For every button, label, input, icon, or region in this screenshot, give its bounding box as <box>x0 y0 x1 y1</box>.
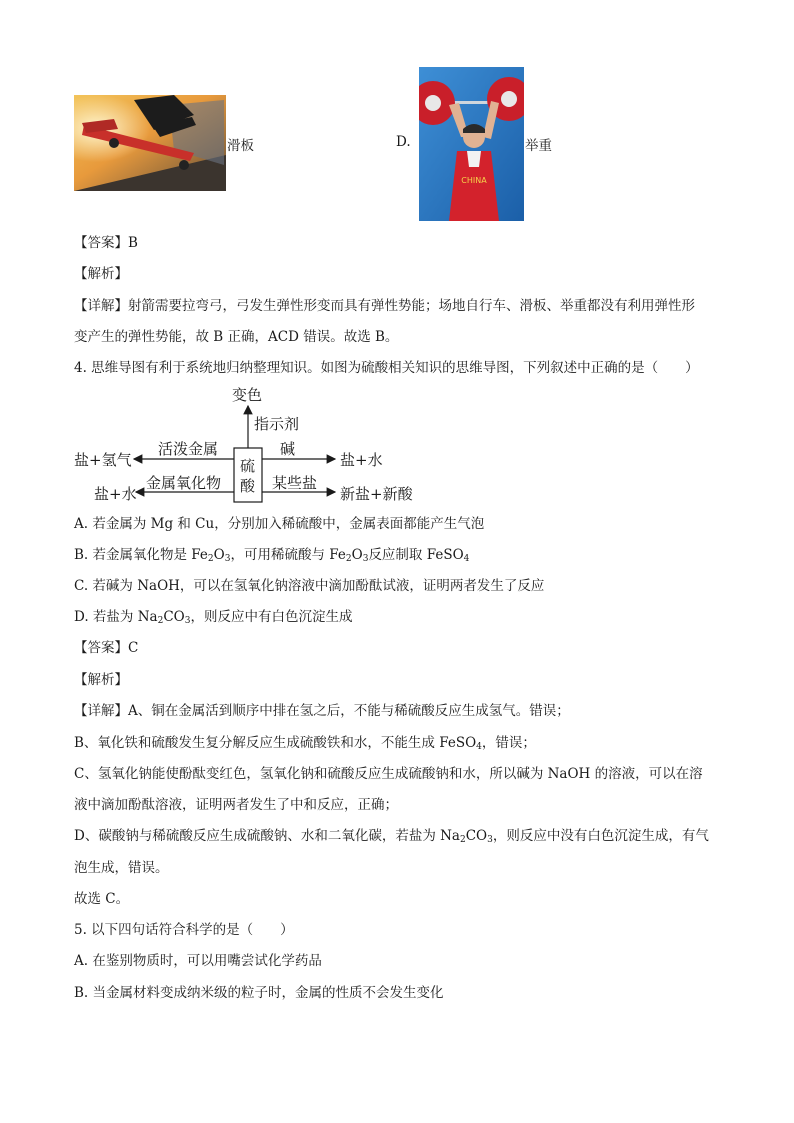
q5-stem: 5. 以下四句话符合科学的是（ ） <box>74 922 294 938</box>
weightlifting-photo <box>419 67 524 221</box>
right-top-result: 盐+水 <box>340 451 383 469</box>
q4-detail-d2: 泡生成，错误。 <box>74 860 169 876</box>
skateboard-caption: 滑板 <box>227 138 254 154</box>
left-bottom-result: 盐+水 <box>94 485 137 503</box>
svg-text:CHINA: CHINA <box>461 176 487 185</box>
q4-option-c: C. 若碱为 NaOH，可以在氢氧化钠溶液中滴加酚酞试液，证明两者发生了反应 <box>74 578 545 594</box>
q3-analysis-label: 【解析】 <box>74 266 128 282</box>
q4-detail-c2: 液中滴加酚酞溶液，证明两者发生了中和反应，正确； <box>74 797 398 813</box>
center-label: 硫酸 <box>240 457 256 495</box>
q4-option-b: B. 若金属氧化物是 $Fe_2O_3$，可用稀硫酸与 $Fe_2O_3$反应制取 FeSO$_4$ <box>74 547 470 564</box>
q3-detail-line2: 变产生的弹性势能，故 B 正确，ACD 错误。故选 B。 <box>74 329 399 345</box>
q4-detail-d1: D、碳酸钠与稀硫酸反应生成硫酸钠、水和二氧化碳，若盐为 $Na_2CO_3$，则反应中没有白色沉淀生成，有气 <box>74 828 709 845</box>
right-bottom-label: 某些盐 <box>272 474 318 492</box>
option-d-letter: D. <box>396 134 411 150</box>
q4-option-d: D. 若盐为 $Na_2CO_3$，则反应中有白色沉淀生成 <box>74 609 353 626</box>
q4-detail-a: 【详解】A、铜在金属活到顺序中排在氢之后，不能与稀硫酸反应生成氢气。错误； <box>74 703 570 719</box>
q4-answer: 【答案】C <box>74 640 139 656</box>
q3-answer: 【答案】B <box>74 235 138 251</box>
sulfuric-acid-mind-map <box>70 380 430 510</box>
weightlifting-caption: 举重 <box>525 138 552 154</box>
left-bottom-label: 金属氧化物 <box>146 474 222 492</box>
q4-conclusion: 故选 C。 <box>74 891 130 907</box>
q4-detail-c1: C、氢氧化钠能使酚酞变红色，氢氧化钠和硫酸反应生成硫酸钠和水，所以碱为 NaOH 的溶液，可以在溶 <box>74 766 703 782</box>
q5-option-a: A. 在鉴别物质时，可以用嘴尝试化学药品 <box>74 953 322 969</box>
q4-analysis-label: 【解析】 <box>74 672 128 688</box>
q4-detail-b: B、氧化铁和硫酸发生复分解反应生成硫酸铁和水，不能生成 FeSO$_4$，错误； <box>74 735 536 752</box>
top-label: 指示剂 <box>254 415 300 433</box>
q5-option-b: B. 当金属材料变成纳米级的粒子时，金属的性质不会发生变化 <box>74 985 444 1001</box>
right-top-label: 碱 <box>280 440 296 458</box>
skateboard-photo <box>74 95 226 191</box>
left-top-label: 活泼金属 <box>158 440 219 458</box>
q4-option-a: A. 若金属为 Mg 和 Cu，分别加入稀硫酸中，金属表面都能产生气泡 <box>74 516 485 532</box>
left-top-result: 盐+氢气 <box>74 451 132 469</box>
q3-detail-line1: 【详解】射箭需要拉弯弓，弓发生弹性形变而具有弹性势能；场地自行车、滑板、举重都没有利用弹性形 <box>74 298 695 314</box>
top-result: 变色 <box>232 386 263 404</box>
right-bottom-result: 新盐+新酸 <box>340 485 413 503</box>
q4-stem: 4. 思维导图有利于系统地归纳整理知识。如图为硫酸相关知识的思维导图，下列叙述中正确的是（ ） <box>74 360 699 376</box>
